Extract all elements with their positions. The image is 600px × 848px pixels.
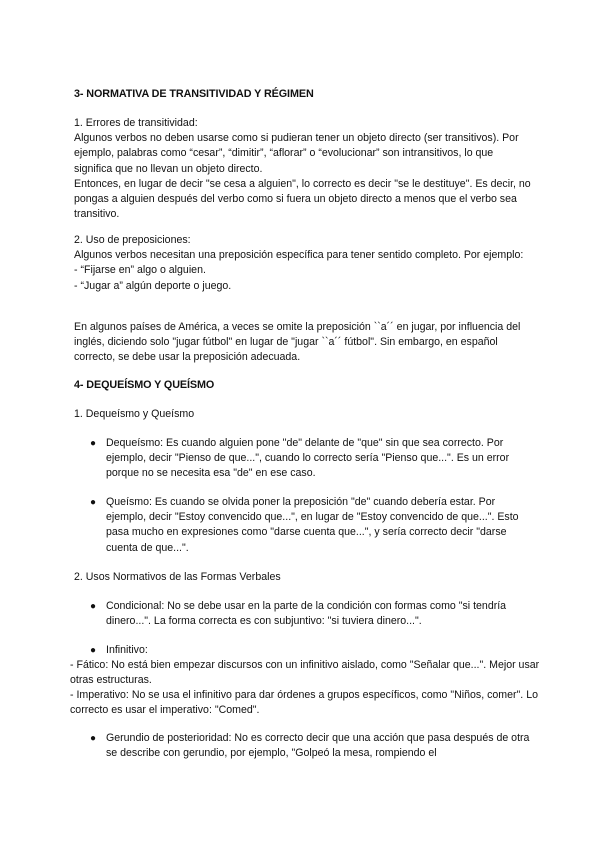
dequeismo-subheading: 1. Dequeísmo y Queísmo (74, 408, 195, 420)
bullet-icon: ● (90, 601, 97, 612)
errores-paragraph-2: Entonces, en lugar de decir "se cesa a alguien", lo correcto es decir "se le destituye". Es decir, no pongas a alguien después del verbo como si fuera un objeto directo a menos que el verbo sea transitivo. (74, 177, 531, 221)
formas-verbales-subheading: 2. Usos Normativos de las Formas Verbales (74, 571, 281, 583)
bullet-gerundio-text: Gerundio de posterioridad: No es correcto decir que una acción que pasa después de otra se describe con gerundio, por ejemplo, "Golpeó la mesa, rompiendo el (106, 732, 530, 760)
bullet-icon: ● (90, 497, 97, 508)
bullet-infinitivo-text: Infinitivo: (106, 644, 148, 656)
bullet-queismo-text: Queísmo: Es cuando se olvida poner la preposición "de" cuando debería estar. Por ejemplo, decir "Estoy convencido que...", en lugar de "Estoy convencido de que...". Esto pasa mucho en expresiones como "darse cuenta que...", y sería correcto decir "darse cuenta de que...". (106, 496, 519, 554)
section-3-heading: 3- NORMATIVA DE TRANSITIVIDAD Y RÉGIMEN (74, 88, 314, 100)
imperativo-note: - Imperativo: No se usa el infinitivo para dar órdenes a grupos específicos, como "Niños, comer". Lo correcto es usar el imperativo: "Comed". (70, 689, 538, 717)
preposiciones-block (74, 233, 534, 294)
preposiciones-paragraph-2: En algunos países de América, a veces se omite la preposición ``a´´ en jugar, por influencia del inglés, diciendo solo "jugar fútbol" en lugar de "jugar ``a´´ fútbol". Sin embargo, en español correcto, se debe usar la preposición adecuada. (74, 321, 521, 364)
bullet-gerundio (90, 731, 534, 761)
preposiciones-paragraph-1: Algunos verbos necesitan una preposición específica para tener sentido completo. Por ejemplo: (74, 249, 524, 262)
errores-title: 1. Errores de transitividad: (74, 117, 198, 129)
preposiciones-example-1: - “Fijarse en” algo o alguien. (74, 264, 206, 277)
bullet-condicional (90, 599, 534, 629)
bullet-queismo (90, 495, 534, 556)
bullet-condicional-text: Condicional: No se debe usar en la parte de la condición con formas como "si tendría dinero...". La forma correcta es con subjuntivo: "si tuviera dinero...". (106, 600, 507, 628)
bullet-icon: ● (90, 733, 97, 744)
bullet-infinitivo (90, 643, 534, 658)
bullet-dequeismo (90, 436, 534, 482)
transitividad-errors-block (74, 116, 534, 222)
bullet-icon: ● (90, 438, 97, 449)
preposiciones-title: 2. Uso de preposiciones: (74, 234, 191, 246)
errores-paragraph-1: Algunos verbos no deben usarse como si pudieran tener un objeto directo (ser transitivos). Por ejemplo, palabras como “cesar”, “dimitir”, “aflorar” o “evolucionar” son intransitivos, lo que significa que no llevan un objeto directo. (74, 132, 519, 175)
preposiciones-example-2: - “Jugar a” algún deporte o juego. (74, 279, 232, 292)
bullet-dequeismo-text: Dequeísmo: Es cuando alguien pone "de" delante de "que" sin que sea correcto. Por ejemplo, decir "Pienso de que...", cuando lo correcto sería "Pienso que...". Es un error porque no se necesita esa "de" en ese caso. (106, 437, 510, 480)
fatico-note: - Fático: No está bien empezar discursos con un infinitivo aislado, como "Señalar que...". Mejor usar otras estructuras. (70, 659, 540, 687)
bullet-icon: ● (90, 645, 97, 656)
section-4-heading: 4- DEQUEÍSMO Y QUEÍSMO (74, 379, 215, 391)
